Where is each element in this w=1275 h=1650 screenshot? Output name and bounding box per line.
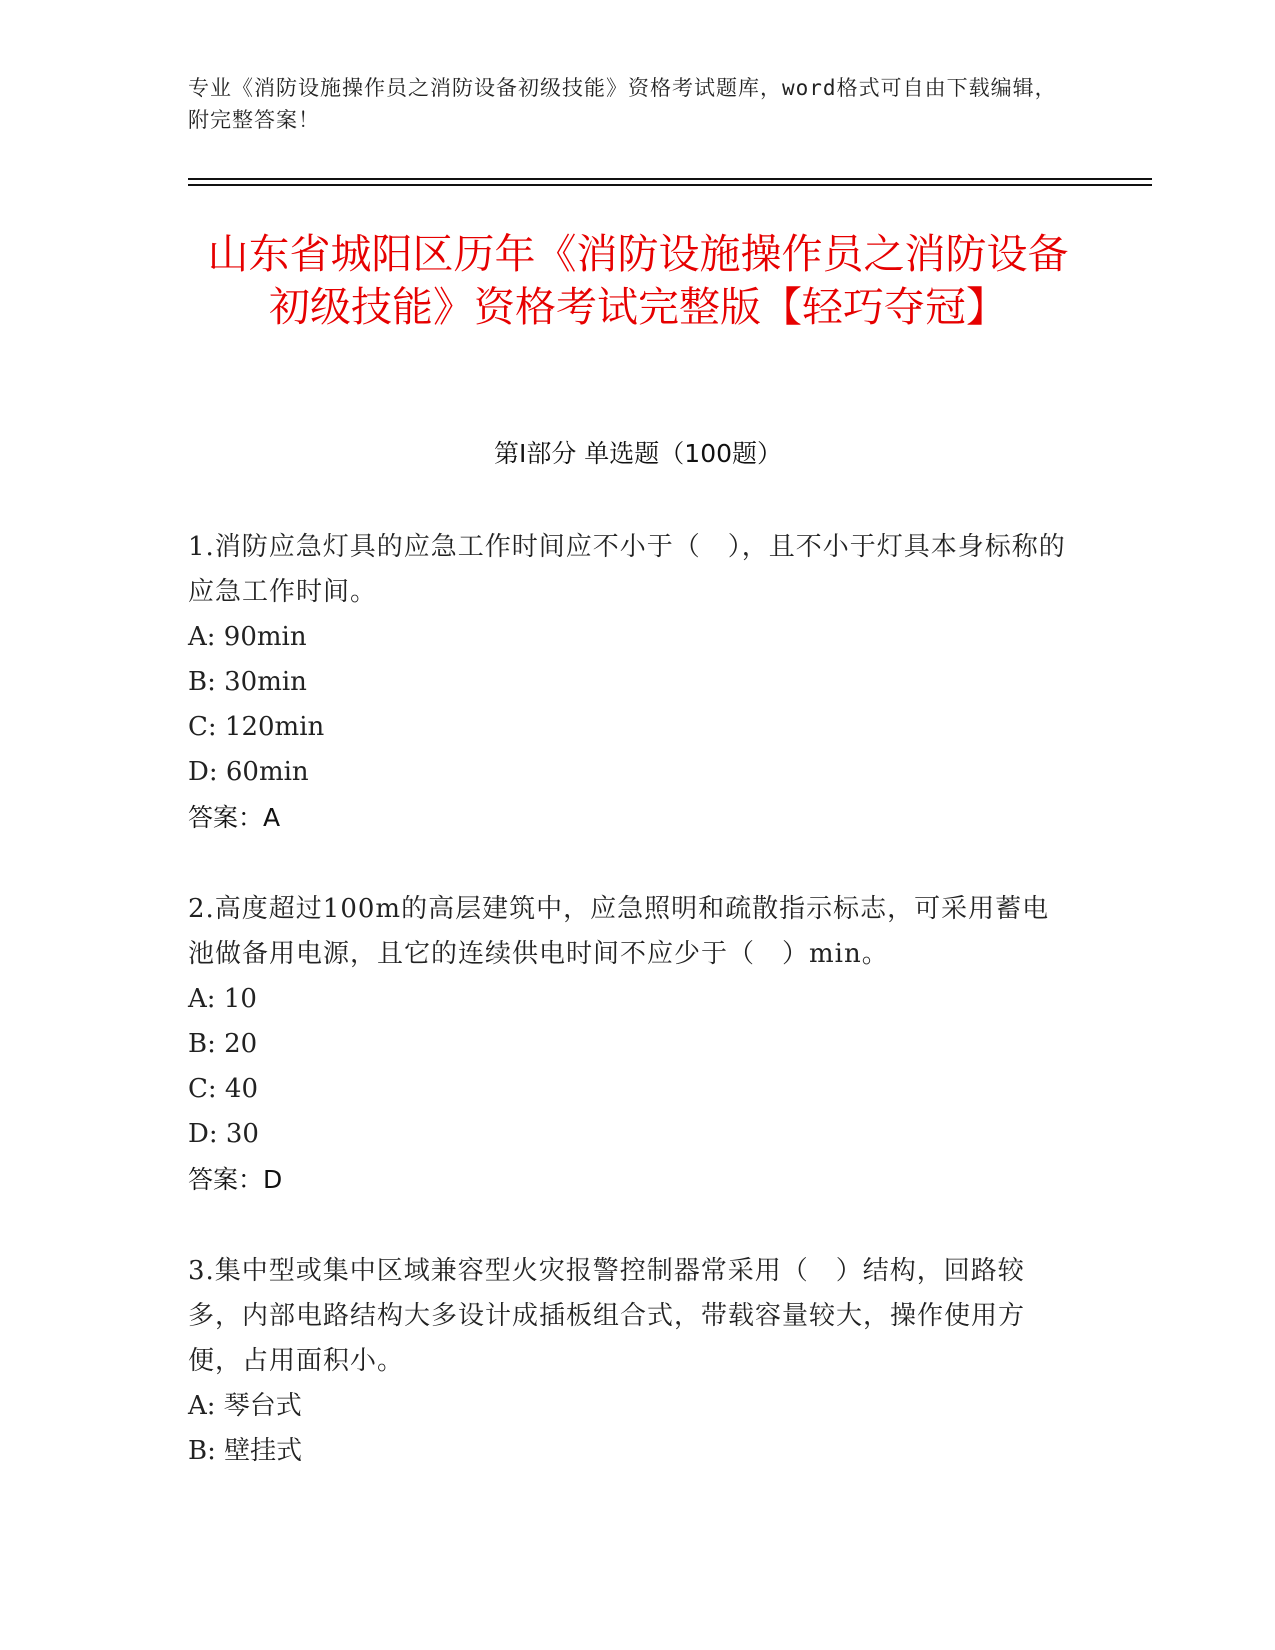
question-2 (188, 887, 1073, 1202)
question-3 (188, 1249, 1073, 1474)
header-note: 专业《消防设施操作员之消防设备初级技能》资格考试题库，word格式可自由下载编辑，附完整答案！ (188, 76, 1057, 132)
header-divider-bottom (188, 184, 1152, 186)
option-a: A: 琴台式 (188, 1391, 302, 1421)
option-a: A: 10 (188, 984, 257, 1014)
option-d: D: 30 (188, 1119, 259, 1149)
document-title: 山东省城阳区历年《消防设施操作员之消防设备初级技能》资格考试完整版【轻巧夺冠】 (207, 230, 1069, 331)
option-a: A: 90min (188, 622, 307, 652)
question-stem: 2.高度超过100m的高层建筑中，应急照明和疏散指示标志，可采用蓄电池做备用电源，且它的连续供电时间不应少于（ ）min。 (188, 894, 1050, 969)
option-d: D: 60min (188, 757, 309, 787)
question-stem: 1.消防应急灯具的应急工作时间应不小于（ ），且不小于灯具本身标称的应急工作时间。 (188, 532, 1066, 607)
option-c: C: 120min (188, 712, 325, 742)
answer: 答案：A (188, 803, 281, 832)
question-stem: 3.集中型或集中区域兼容型火灾报警控制器常采用（ ）结构，回路较多，内部电路结构大多设计成插板组合式，带载容量较大，操作使用方便，占用面积小。 (188, 1256, 1026, 1376)
option-c: C: 40 (188, 1074, 259, 1104)
section-title: 第Ⅰ部分 单选题（100题） (493, 439, 783, 468)
option-b: B: 20 (188, 1029, 258, 1059)
option-b: B: 30min (188, 667, 307, 697)
option-b: B: 壁挂式 (188, 1436, 303, 1466)
header-divider-top (188, 178, 1152, 180)
question-1 (188, 525, 1073, 840)
answer: 答案：D (188, 1165, 283, 1194)
